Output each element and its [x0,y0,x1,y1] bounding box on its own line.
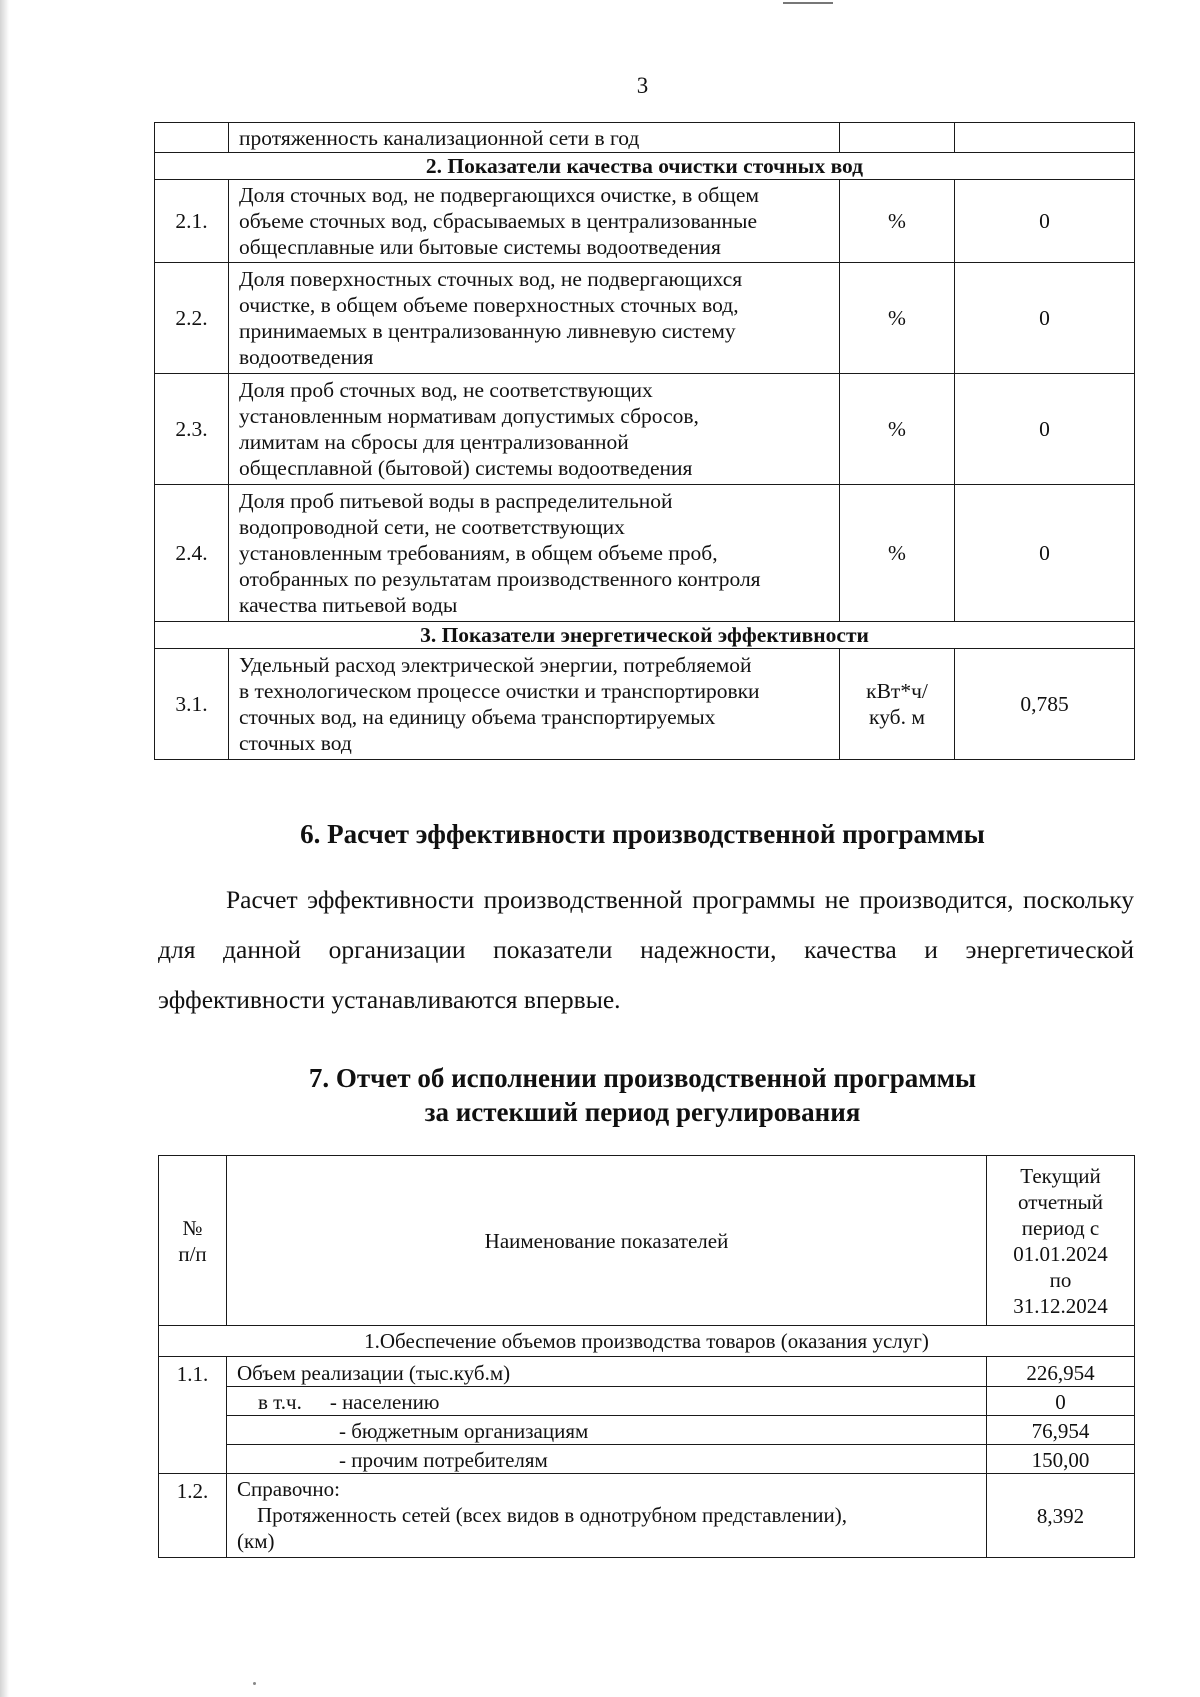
section7-heading-line1: 7. Отчет об исполнении производственной программы [308,1063,977,1093]
row-value: 150,00 [987,1445,1135,1474]
description-line: лимитам на сбросы для централизованной [239,430,629,454]
description-line: установленным нормативам допустимых сбросов, [239,404,699,428]
row-value: 0 [955,180,1135,263]
description-line: Удельный расход электрической энергии, потребляемой [239,653,752,677]
header-period-line: 31.12.2024 [1013,1293,1108,1318]
row-value: 76,954 [987,1416,1135,1445]
section-title-energy: 3. Показатели энергетической эффективности [155,622,1135,649]
row-unit: % [840,374,955,485]
page-number: 3 [636,73,649,98]
header-row [159,1156,1135,1326]
row-number: 3.1. [155,649,229,760]
row-value: 0 [987,1387,1135,1416]
section-row [155,622,1135,649]
section-row [159,1326,1135,1357]
row-name-line: (км) [237,1529,275,1553]
row-name [227,1474,987,1558]
row-description [229,374,840,485]
row-number: 2.2. [155,263,229,374]
table-cell-empty [155,123,229,153]
row-unit [840,649,955,760]
header-number [159,1156,227,1326]
description-line: качества питьевой воды [239,593,458,617]
row-value: 8,392 [987,1474,1135,1558]
table-row [155,123,1135,153]
table-row [155,374,1135,485]
indicators-table [154,122,1135,760]
table-row [155,485,1135,622]
report-table [158,1155,1135,1558]
scan-top-mark [783,2,833,4]
unit-line: кВт*ч/ [866,679,928,703]
header-period-line: отчетный [1017,1189,1104,1214]
header-period [987,1156,1135,1326]
description-line: водоотведения [239,345,374,369]
table-row [155,180,1135,263]
row-description [229,263,840,374]
header-period-line: 01.01.2024 [1013,1241,1108,1266]
row-unit: % [840,263,955,374]
row-description [229,180,840,263]
table-row [159,1416,1135,1445]
description-line: Доля поверхностных сточных вод, не подвергающихся [239,267,743,291]
description-line: в технологическом процессе очистки и транспортировки [239,679,760,703]
row-value: 0,785 [955,649,1135,760]
description-line: установленным требованиям, в общем объеме проб, [239,541,718,565]
table-row [159,1445,1135,1474]
header-period-line: период с [1021,1215,1100,1240]
table-cell-empty [955,123,1135,153]
row-value: 226,954 [987,1357,1135,1387]
header-number-line: п/п [178,1241,207,1266]
table-row [159,1357,1135,1387]
section-row [155,153,1135,180]
row-number: 1.1. [159,1357,227,1474]
section6-heading: 6. Расчет эффективности производственной программы [300,819,985,849]
unit-line: куб. м [869,705,925,729]
row-name: - прочим потребителям [227,1445,987,1474]
row-description: протяженность канализационной сети в год [229,123,840,153]
row-name: - бюджетным организациям [227,1416,987,1445]
description-line: объеме сточных вод, сбрасываемых в централизованные [239,209,758,233]
section7-heading-line2: за истекший период регулирования [424,1097,861,1127]
row-number: 2.4. [155,485,229,622]
description-line: отобранных по результатам производственного контроля [239,567,761,591]
row-number: 2.1. [155,180,229,263]
table-row [159,1474,1135,1558]
row-description [229,649,840,760]
row-name [227,1387,987,1416]
description-line: очистке, в общем объеме поверхностных сточных вод, [239,293,739,317]
sub-prefix: в т.ч. [258,1390,302,1414]
table-row [155,649,1135,760]
row-value: 0 [955,485,1135,622]
description-line: Доля сточных вод, не подвергающихся очистке, в общем [239,183,759,207]
description-line: сточных вод [239,731,352,755]
description-line: общесплавной (бытовой) системы водоотведения [239,456,693,480]
header-period-line: по [1049,1267,1072,1292]
description-line: Доля проб питьевой воды в распределительной [239,489,673,513]
row-name: Объем реализации (тыс.куб.м) [227,1357,987,1387]
description-line: водопроводной сети, не соответствующих [239,515,625,539]
row-name-line: Протяженность сетей (всех видов в однотрубном представлении), [257,1503,847,1527]
description-line: принимаемых в централизованную ливневую систему [239,319,736,343]
header-name: Наименование показателей [227,1156,987,1326]
row-description [229,485,840,622]
row-number: 1.2. [159,1474,227,1558]
table-row [155,263,1135,374]
description-line: общесплавные или бытовые системы водоотведения [239,235,721,259]
row-unit: % [840,485,955,622]
row-unit: % [840,180,955,263]
row-number: 2.3. [155,374,229,485]
row-value: 0 [955,263,1135,374]
section-title-quality: 2. Показатели качества очистки сточных вод [155,153,1135,180]
table-cell-empty [840,123,955,153]
section6-paragraph: Расчет эффективности производственной программы не производится, поскольку для данной организации показатели надежности, качества и энергетической эффективности устанавливаются впервые. [158,885,1134,1014]
scan-dot [253,1682,256,1685]
table-row [159,1387,1135,1416]
sub-name: - населению [329,1390,440,1414]
header-number-line: № [182,1215,203,1240]
description-line: Доля проб сточных вод, не соответствующих [239,378,653,402]
header-period-line: Текущий [1020,1163,1101,1188]
row-name-line: Справочно: [237,1477,340,1501]
section-title-volumes: 1.Обеспечение объемов производства товаров (оказания услуг) [159,1326,1135,1357]
row-value: 0 [955,374,1135,485]
description-line: сточных вод, на единицу объема транспортируемых [239,705,716,729]
